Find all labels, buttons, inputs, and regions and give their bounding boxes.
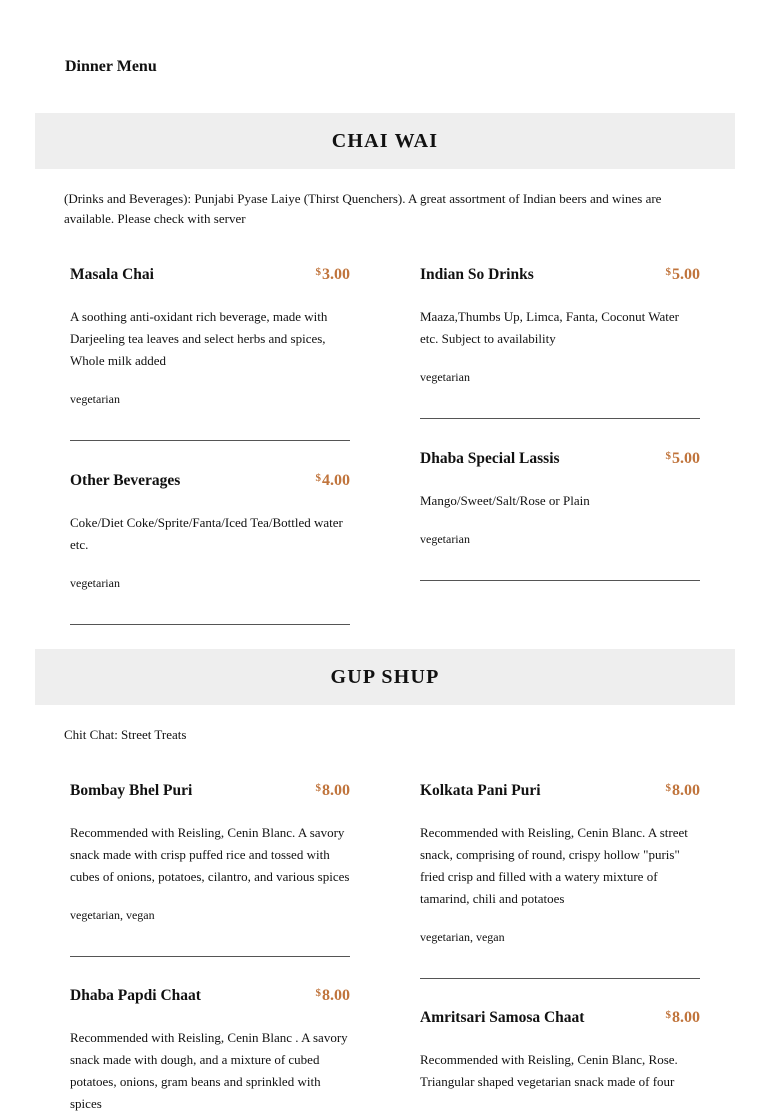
- item-price: [316, 472, 351, 490]
- item-price: [316, 987, 351, 1005]
- item-price: [666, 1009, 701, 1027]
- section-description: Chit Chat: Street Treats: [64, 727, 187, 742]
- price-value: 3.00: [322, 266, 350, 283]
- menu-item-dhaba-special-lassis: [420, 450, 700, 581]
- section-header-gup-shup: [35, 649, 735, 705]
- item-dietary-tags: vegetarian, vegan: [420, 930, 505, 944]
- item-dietary-tags: vegetarian, vegan: [70, 908, 155, 922]
- item-price: [666, 782, 701, 800]
- currency-symbol: $: [665, 266, 671, 278]
- item-name: Dhaba Special Lassis: [420, 450, 560, 467]
- currency-symbol: $: [665, 1009, 671, 1021]
- menu-item-indian-so-drinks: [420, 266, 700, 419]
- section-description: (Drinks and Beverages): Punjabi Pyase Laiye (Thirst Quenchers). A great assortment of Indian beers and wines are available. Please check with server: [64, 191, 662, 226]
- item-price: [666, 450, 701, 468]
- menu-item-kolkata-pani-puri: [420, 782, 700, 979]
- item-name: Amritsari Samosa Chaat: [420, 1009, 585, 1026]
- menu-item-amritsari-samosa-chaat: [420, 1009, 700, 1093]
- item-price: [316, 782, 351, 800]
- menu-title: Dinner Menu: [65, 58, 157, 75]
- menu-item-dhaba-papdi-chaat: [70, 987, 350, 1115]
- price-value: 8.00: [322, 987, 350, 1004]
- currency-symbol: $: [315, 266, 321, 278]
- item-description: Recommended with Reisling, Cenin Blanc. A street snack, comprising of round, crispy hollow "puris" fried crisp and filled with a watery mixture of tamarind, chili and potatoes: [420, 825, 688, 906]
- item-description: Recommended with Reisling, Cenin Blanc. A savory snack made with crisp puffed rice and tossed with cubes of onions, potatoes, cilantro, and various spices: [70, 825, 350, 884]
- item-name: Kolkata Pani Puri: [420, 782, 541, 799]
- item-description: Coke/Diet Coke/Sprite/Fanta/Iced Tea/Bottled water etc.: [70, 515, 343, 552]
- price-value: 4.00: [322, 472, 350, 489]
- menu-item-masala-chai: [70, 266, 350, 441]
- currency-symbol: $: [315, 472, 321, 484]
- item-description: Recommended with Reisling, Cenin Blanc . A savory snack made with dough, and a mixture of cubed potatoes, onions, gram beans and sprinkled with spices: [70, 1030, 348, 1111]
- price-value: 8.00: [672, 782, 700, 799]
- price-value: 5.00: [672, 450, 700, 467]
- item-dietary-tags: vegetarian: [70, 392, 120, 406]
- currency-symbol: $: [665, 450, 671, 462]
- price-value: 8.00: [672, 1009, 700, 1026]
- menu-item-other-beverages: [70, 472, 350, 625]
- item-price: [666, 266, 701, 284]
- item-name: Dhaba Papdi Chaat: [70, 987, 201, 1004]
- item-price: [316, 266, 351, 284]
- item-name: Other Beverages: [70, 472, 181, 489]
- item-description: Recommended with Reisling, Cenin Blanc, Rose. Triangular shaped vegetarian snack made of four: [420, 1052, 678, 1089]
- item-dietary-tags: vegetarian: [420, 370, 470, 384]
- item-name: Masala Chai: [70, 266, 154, 283]
- currency-symbol: $: [665, 782, 671, 794]
- item-description: Mango/Sweet/Salt/Rose or Plain: [420, 493, 590, 508]
- price-value: 5.00: [672, 266, 700, 283]
- item-name: Indian So Drinks: [420, 266, 534, 283]
- section-title: CHAI WAI: [331, 129, 439, 152]
- item-description: Maaza,Thumbs Up, Limca, Fanta, Coconut Water etc. Subject to availability: [420, 309, 680, 346]
- item-dietary-tags: vegetarian: [420, 532, 470, 546]
- item-description: A soothing anti-oxidant rich beverage, made with Darjeeling tea leaves and select herbs and spices, Whole milk added: [70, 309, 328, 368]
- price-value: 8.00: [322, 782, 350, 799]
- item-dietary-tags: vegetarian: [70, 576, 120, 590]
- menu-item-bombay-bhel-puri: [70, 782, 350, 957]
- section-title: GUP SHUP: [330, 665, 440, 688]
- section-header-chai-wai: [35, 113, 735, 169]
- currency-symbol: $: [315, 987, 321, 999]
- currency-symbol: $: [315, 782, 321, 794]
- item-name: Bombay Bhel Puri: [70, 782, 193, 799]
